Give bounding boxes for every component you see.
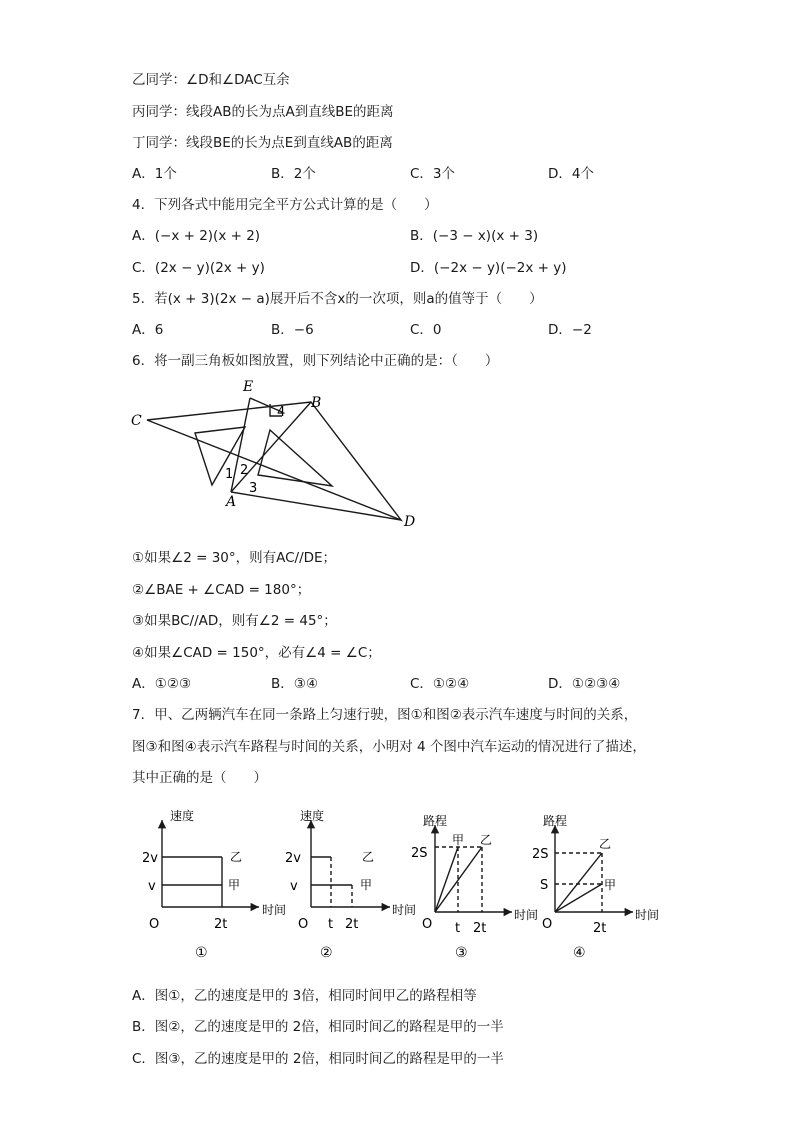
angle-label-2: 2 <box>240 463 249 478</box>
q6-stem: 6．将一副三角板如图放置，则下列结论中正确的是：（ ） <box>132 353 499 369</box>
graph-2-xtick-2t: 2t <box>345 917 359 932</box>
graph-1-series-jia: 甲 <box>228 878 241 892</box>
q5-option-a: A．6 <box>132 322 164 338</box>
q4-option-d: D．(−2x − y)(−2x + y) <box>410 260 567 276</box>
graph-2-xlabel: 时间 <box>392 903 417 917</box>
q7-stem-line-2: 图③和图④表示汽车路程与时间的关系，小明对 4 个图中汽车运动的情况进行了描述， <box>132 739 646 755</box>
graph-1-ytick-v: v <box>148 879 156 894</box>
graph-3-ytick-2s: 2S <box>411 846 428 861</box>
q7-stem-line-3: 其中正确的是（ ） <box>132 770 267 786</box>
q4-option-a: A．(−x + 2)(x + 2) <box>132 228 261 244</box>
q5-option-b: B．−6 <box>271 322 314 338</box>
graph-2-origin: O <box>298 917 309 932</box>
graph-2 <box>311 820 390 907</box>
graph-2-ylabel: 速度 <box>300 809 325 823</box>
graph-4-caption: ④ <box>573 945 586 961</box>
graph-3-series-yi: 乙 <box>480 833 493 847</box>
label-D: D <box>404 514 416 530</box>
q3-option-b: B．2个 <box>271 166 316 182</box>
graph-1-xlabel: 时间 <box>262 903 287 917</box>
graph-2-ytick-v: v <box>290 879 298 894</box>
q6-option-a: A．①②③ <box>132 676 192 692</box>
graph-1-ylabel: 速度 <box>170 809 195 823</box>
graph-1-caption: ① <box>195 945 208 961</box>
q6-option-c: C．①②④ <box>410 676 470 692</box>
q4-stem: 4．下列各式中能用完全平方公式计算的是（ ） <box>132 197 438 213</box>
angle-label-4: 4 <box>277 405 286 420</box>
graph-3-xtick-2t: 2t <box>473 921 487 936</box>
label-C: C <box>131 413 142 429</box>
graph-2-caption: ② <box>320 945 333 961</box>
q7-option-c: C．图③，乙的速度是甲的 2倍，相同时间乙的路程是甲的一半 <box>132 1051 504 1067</box>
graph-1-ytick-2v: 2v <box>142 851 158 866</box>
graph-1-origin: O <box>149 917 160 932</box>
q7-option-b: B．图②，乙的速度是甲的 2倍，相同时间乙的路程是甲的一半 <box>132 1019 504 1035</box>
graph-4-ytick-s: S <box>540 878 549 893</box>
graph-3-xtick-t: t <box>455 921 461 936</box>
graph-4-series-jia: 甲 <box>604 878 617 892</box>
graph-1-xtick-2t: 2t <box>214 917 228 932</box>
angle-label-3: 3 <box>249 481 258 496</box>
statement-bing: 丙同学：线段AB的长为点A到直线BE的距离 <box>132 104 394 120</box>
graph-2-series-jia: 甲 <box>360 878 373 892</box>
q5-stem: 5．若(x + 3)(2x − a)展开后不含x的一次项，则a的值等于（ ） <box>132 291 543 307</box>
q4-option-c: C．(2x − y)(2x + y) <box>132 260 265 276</box>
graph-3-origin: O <box>422 917 433 932</box>
label-B: B <box>311 395 322 411</box>
graph-4-ylabel: 路程 <box>543 814 568 828</box>
angle-label-1: 1 <box>225 467 234 482</box>
statement-ding: 丁同学：线段BE的长为点E到直线AB的距离 <box>132 135 393 151</box>
graph-3-caption: ③ <box>455 945 468 961</box>
graph-4-jia-line <box>555 884 602 912</box>
graph-2-ytick-2v: 2v <box>285 851 301 866</box>
graph-4-origin: O <box>542 917 553 932</box>
q6-option-d: D．①②③④ <box>548 676 621 692</box>
graph-4-xtick-2t: 2t <box>593 921 607 936</box>
q5-option-c: C．0 <box>410 322 442 338</box>
q6-statement-3: ③如果BC//AD，则有∠2 = 45°； <box>132 613 337 629</box>
graph-1-series-yi: 乙 <box>230 850 243 864</box>
label-E: E <box>243 379 254 395</box>
q3-option-a: A．1个 <box>132 166 177 182</box>
q5-option-d: D．−2 <box>548 322 592 338</box>
q7-option-a: A．图①，乙的速度是甲的 3倍，相同时间甲乙的路程相等 <box>132 988 477 1004</box>
graph-3-jia-line <box>435 847 458 912</box>
graph-4-yi-line <box>555 853 602 912</box>
q7-stem-line-1: 7．甲、乙两辆汽车在同一条路上匀速行驶，图①和图②表示汽车速度与时间的关系， <box>132 707 638 723</box>
graph-3-ylabel: 路程 <box>423 814 448 828</box>
q4-option-b: B．(−3 − x)(x + 3) <box>410 228 539 244</box>
graph-4-ytick-2s: 2S <box>532 847 549 862</box>
graph-4-xlabel: 时间 <box>635 908 660 922</box>
q3-option-c: C．3个 <box>410 166 456 182</box>
statement-yi: 乙同学：∠D和∠DAC互余 <box>132 72 290 88</box>
label-A: A <box>226 494 237 510</box>
graph-2-xtick-t: t <box>328 917 334 932</box>
q6-statement-4: ④如果∠CAD = 150°，必有∠4 = ∠C； <box>132 645 381 661</box>
graph-2-series-yi: 乙 <box>362 850 375 864</box>
graph-1 <box>162 820 259 907</box>
graph-4-series-yi: 乙 <box>599 837 612 851</box>
graph-4 <box>555 825 633 912</box>
q6-statement-1: ①如果∠2 = 30°，则有AC//DE； <box>132 550 337 566</box>
q6-option-b: B．③④ <box>271 676 318 692</box>
q3-option-d: D．4个 <box>548 166 594 182</box>
graph-3-series-jia: 甲 <box>452 833 465 847</box>
graph-3 <box>435 825 512 912</box>
graph-3-xlabel: 时间 <box>514 908 539 922</box>
q6-statement-2: ②∠BAE + ∠CAD = 180°； <box>132 582 311 598</box>
